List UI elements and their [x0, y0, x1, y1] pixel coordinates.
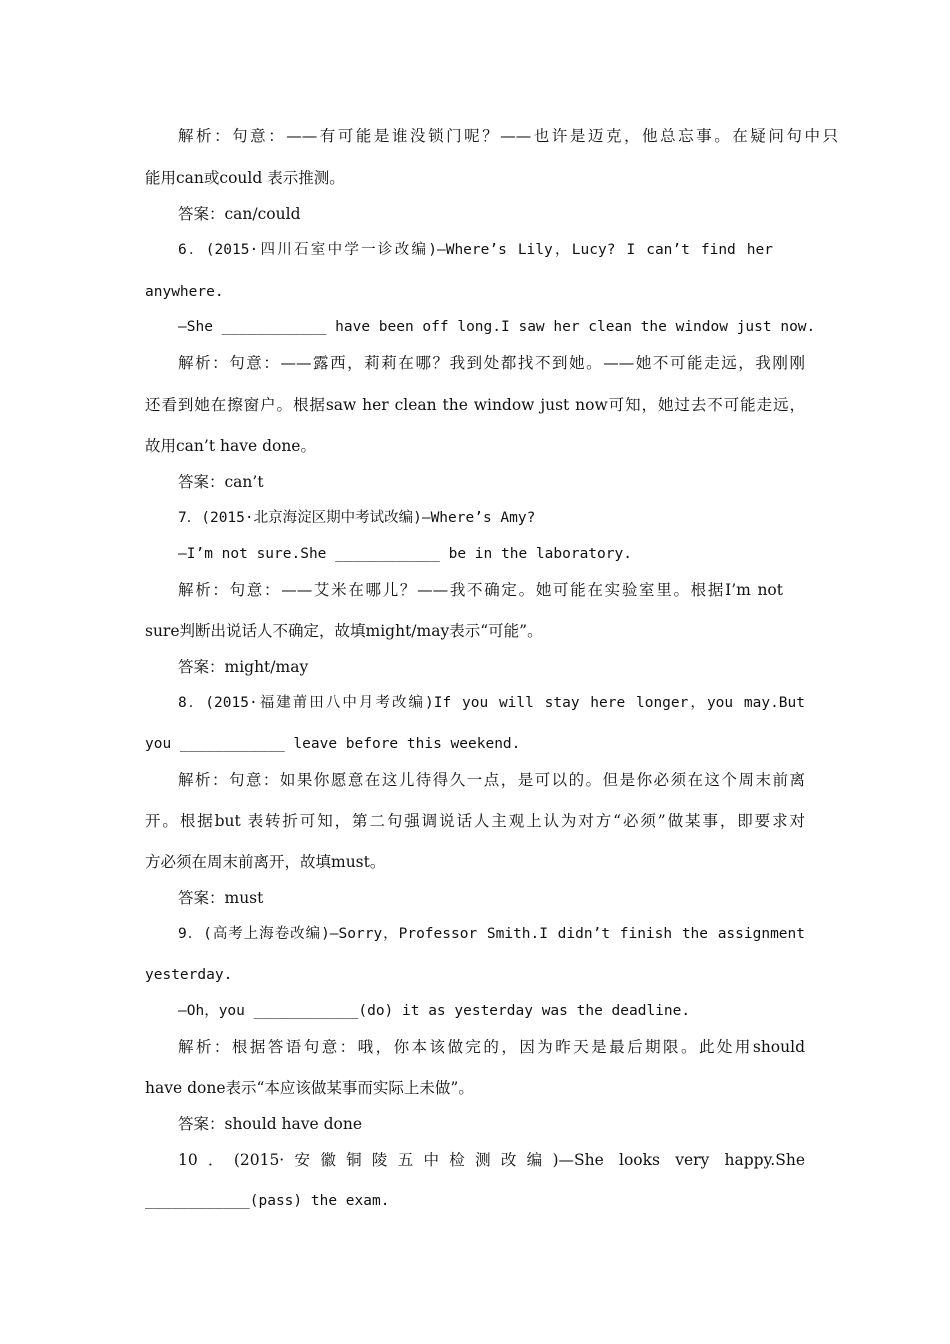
q8-analysis-line-2: 开。根据but 表转折可知，第二句强调说话人主观上认为对方“必须”做某事，即要求对	[145, 812, 805, 830]
q9-analysis-line-1: 解析：根据答语句意：哦，你本该做完的，因为昨天是最后期限。此处用should	[178, 1038, 805, 1056]
q5-analysis-line-1: 解析：句意：——有可能是谁没锁门呢？——也许是迈克，他总忘事。在疑问句中只	[178, 127, 838, 145]
q8-analysis-line-3: 方必须在周末前离开，故填must。	[145, 853, 386, 871]
q6-analysis-line-2: 还看到她在擦窗户。根据saw her clean the window just now可知，她过去不可能走远，	[145, 396, 805, 414]
q8-answer: 答案：must	[178, 889, 264, 907]
q10-question-line-1: 10．(2015·安徽铜陵五中检测改编)—She looks very happy.She	[178, 1151, 805, 1169]
q7-response: —I’m not sure.She ____________ be in the laboratory.	[178, 546, 632, 562]
q5-analysis-line-2: 能用can或could 表示推测。	[145, 169, 345, 187]
q7-answer: 答案：might/may	[178, 658, 309, 676]
q6-answer: 答案：can’t	[178, 473, 264, 491]
q8-analysis-line-1: 解析：句意：如果你愿意在这儿待得久一点，是可以的。但是你必须在这个周末前离	[178, 771, 805, 789]
q6-question-line-1: 6．(2015·四川石室中学一诊改编)—Where’s Lily，Lucy? I can’t find her	[178, 242, 773, 258]
q6-analysis-line-1: 解析：句意：——露西，莉莉在哪？我到处都找不到她。——她不可能走远，我刚刚	[178, 354, 805, 372]
q9-response: —Oh，you ____________(do) it as yesterday was the deadline.	[178, 1003, 691, 1019]
q8-question-line-2: you ____________ leave before this weekend.	[145, 736, 521, 752]
q6-response: —She ____________ have been off long.I saw her clean the window just now.	[178, 319, 816, 335]
q7-analysis-line-1: 解析：句意：——艾米在哪儿？——我不确定。她可能在实验室里。根据I’m not	[178, 581, 783, 599]
q8-question-line-1: 8．(2015·福建莆田八中月考改编)If you will stay here longer，you may.But	[178, 695, 805, 711]
q9-question-line-2: yesterday.	[145, 967, 233, 983]
q9-analysis-line-2: have done表示“本应该做某事而实际上未做”。	[145, 1079, 474, 1097]
q6-analysis-line-3: 故用can’t have done。	[145, 437, 316, 455]
q9-answer: 答案：should have done	[178, 1115, 363, 1133]
q6-question-line-2: anywhere.	[145, 284, 224, 300]
q5-answer: 答案：can/could	[178, 205, 301, 223]
q7-question: 7．(2015·北京海淀区期中考试改编)—Where’s Amy?	[178, 510, 536, 526]
q10-question-line-2: ____________(pass) the exam.	[145, 1193, 390, 1209]
q7-analysis-line-2: sure判断出说话人不确定，故填might/may表示“可能”。	[145, 622, 543, 640]
q9-question-line-1: 9．(高考上海卷改编)—Sorry，Professor Smith.I didn’t finish the assignment	[178, 926, 805, 942]
